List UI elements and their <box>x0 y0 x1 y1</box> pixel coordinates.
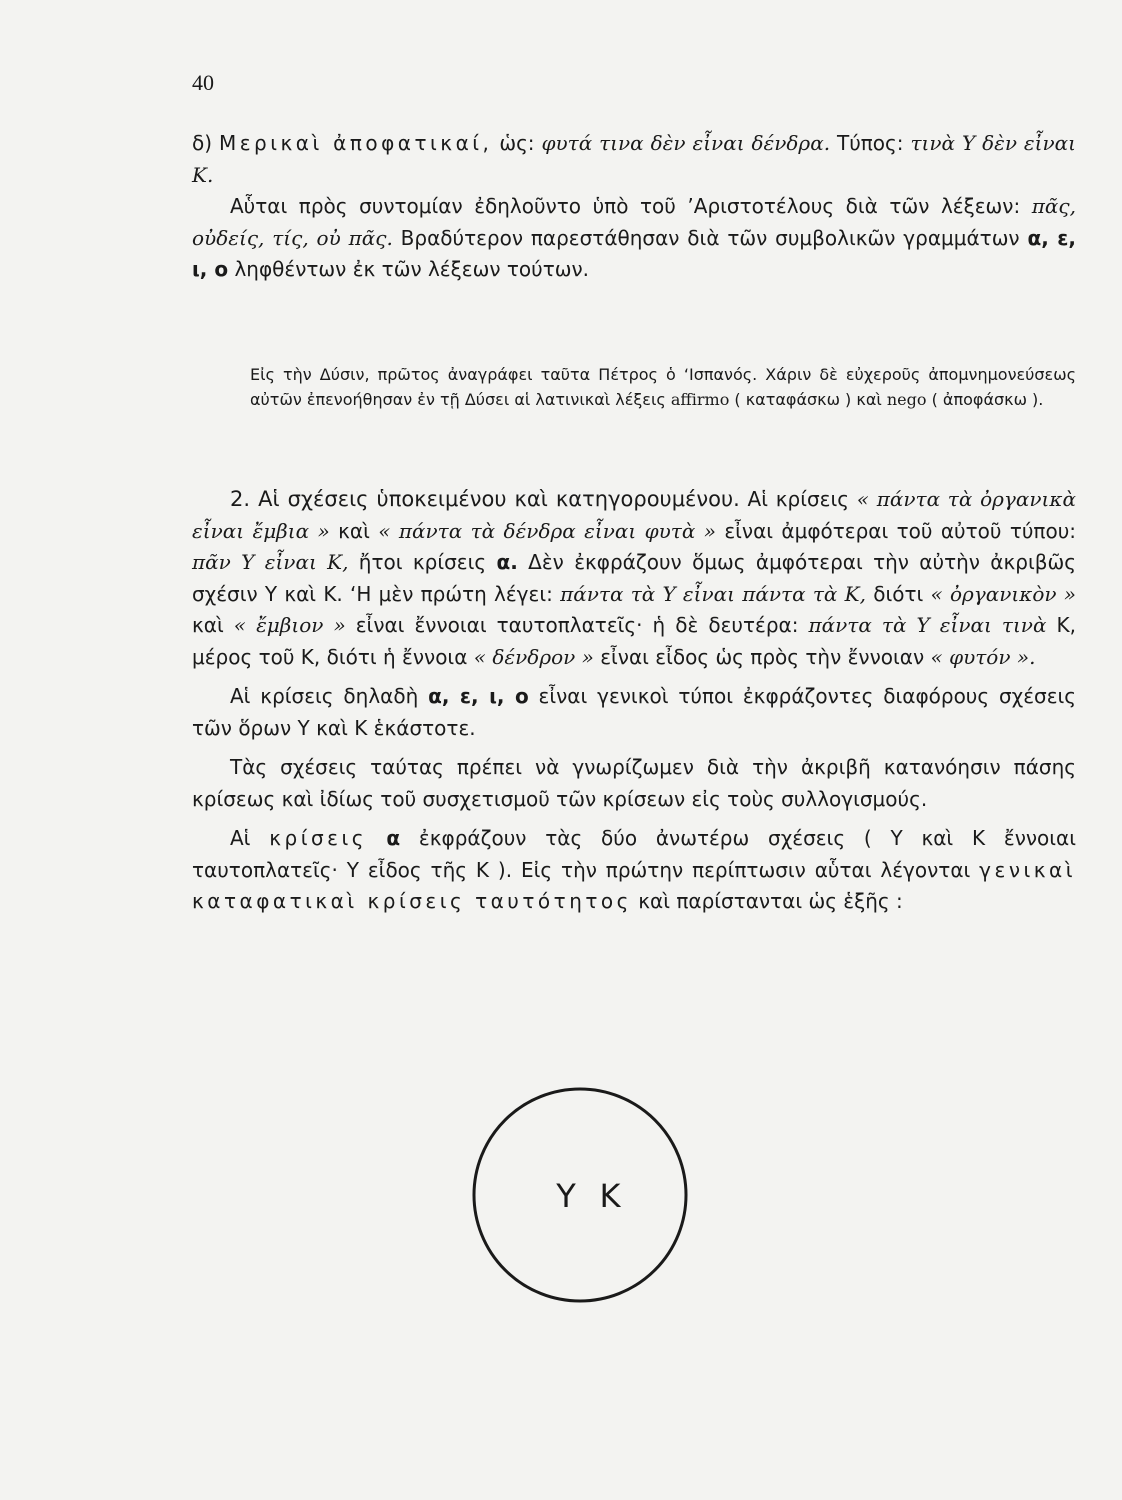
diagram-label-y: Υ <box>556 1177 576 1215</box>
term-partial-negative: Μερικαὶ ἀποφατικαί, <box>218 131 493 155</box>
section-heading: 2. Αἱ σχέσεις ὑποκειμένου καὶ κατηγορουμένου. <box>230 487 740 511</box>
text-run: Τύπος: <box>830 131 911 155</box>
text-run: Αἱ κρίσεις <box>739 487 857 511</box>
text-run: ( ἀποφάσκω ). <box>926 390 1044 409</box>
formula-italic: πάντα τὰ Υ εἶναι τινὰ <box>808 613 1047 637</box>
spaced-term: κρίσεις <box>269 826 367 850</box>
text-run: ( καταφάσκω ) καὶ <box>729 390 887 409</box>
formula-italic: πᾶν Υ εἶναι Κ, <box>192 550 349 574</box>
formula-italic: πάντα τὰ Υ εἶναι πάντα τὰ Κ, <box>560 581 866 606</box>
spaced-term: γενικαὶ καταφατικαὶ κρίσεις ταυτότητος <box>192 857 1076 913</box>
text-run: Αὗται πρὸς συντομίαν ἐδηλοῦντο ὑπὸ τοῦ ’Αριστοτέλους διὰ τῶν λέξεων: <box>230 194 1032 218</box>
symbol-alpha: α. <box>496 550 518 574</box>
identity-circle <box>474 1089 686 1301</box>
text-run: Βραδύτερον παρεστάθησαν διὰ τῶν συμβολικῶν γραμμάτων <box>392 225 1028 250</box>
euler-diagram <box>470 1085 690 1305</box>
symbol-letters: α, ε, ι, ο <box>428 684 529 708</box>
text-run: εἶναι ἔννοιαι ταυτοπλατεῖς· ἡ δὲ δευτέρα: <box>345 613 809 637</box>
text-run: καὶ παρίστανται ὡς ἑξῆς : <box>631 889 903 913</box>
latin-nego: nego <box>886 390 927 409</box>
text-run: Αἱ κρίσεις δηλαδὴ <box>230 684 429 708</box>
paragraph-alpha-judgments <box>192 823 1076 918</box>
paragraph-general-types <box>192 681 1076 744</box>
text-run: καὶ <box>329 518 379 543</box>
section-2-paragraph <box>192 484 1076 673</box>
paragraph-partial-negative <box>192 128 1076 191</box>
latin-words-italic: πᾶς, οὐδείς, τίς, οὐ πᾶς. <box>192 194 1076 250</box>
text-run: εἶναι γενικοὶ τύποι ἐκφράζοντες διαφόρους σχέσεις τῶν ὅρων Υ καὶ Κ ἑκάστοτε. <box>192 684 1077 740</box>
text-run: Εἰς τὴν Δύσιν, πρῶτος ἀναγράφει ταῦτα Πέτρος ὁ ‘Ισπανός. Χάριν δὲ εὐχεροῦς ἀπομνημονεύσεως αὐτῶν ἐπενοήθησαν ἐν τῇ Δύσει αἱ λατινικαὶ λέξεις <box>250 365 1076 409</box>
text-run: εἶναι ἀμφότεραι τοῦ αὐτοῦ τύπου: <box>715 518 1077 543</box>
item-label: δ) <box>192 131 219 155</box>
text-run: Τὰς σχέσεις ταύτας πρέπει νὰ γνωρίζωμεν διὰ τὴν ἀκριβῆ κατανόησιν πάσης κρίσεως καὶ ἰδίως τοῦ συσχετισμοῦ τῶν κρίσεων εἰς τοὺς συλλογισμούς. <box>192 755 1076 811</box>
text-run: ἐκφράζουν τὰς δύο ἀνωτέρω σχέσεις ( Υ καὶ Κ ἔννοιαι ταυτοπλατεῖς· Υ εἶδος τῆς Κ ). Εἰς τὴν πρώτην περίπτωσιν αὗται λέγονται <box>192 826 1076 882</box>
quote-italic: « πάντα τὰ δένδρα εἶναι φυτὰ » <box>378 518 716 543</box>
footnote <box>250 362 1076 412</box>
page-number: 40 <box>192 70 214 95</box>
latin-affirmo: affirmo <box>670 390 730 409</box>
formula-italic: τινὰ Υ δὲν εἶναι Κ. <box>192 131 1076 187</box>
symbol-letters: α, ε, ι, ο <box>192 225 1076 281</box>
diagram-label-k: Κ <box>599 1177 621 1215</box>
main-text <box>192 128 1076 286</box>
text-run: διότι <box>865 581 931 606</box>
quote-italic: « φυτόν ». <box>930 644 1036 669</box>
text-run: εἶναι εἶδος ὡς πρὸς τὴν ἔννοιαν <box>593 644 931 669</box>
text-run: Δὲν ἐκφράζουν ὅμως ἀμφότεραι τὴν αὐτὴν ἀκριβῶς σχέσιν Υ καὶ Κ. ‘Η μὲν πρώτη λέγει: <box>192 550 1076 606</box>
quote-italic: « ἔμβιον » <box>233 613 346 637</box>
text-run: ὡς: <box>492 131 542 155</box>
text-run: ληφθέντων ἐκ τῶν λέξεων τούτων. <box>228 257 590 281</box>
symbol-alpha: α <box>367 826 401 850</box>
text-run: Αἱ <box>230 826 270 850</box>
quote-italic: « πάντα τὰ ὀργανικὰ εἶναι ἔμβια » <box>192 487 1076 543</box>
paragraph-symbols <box>192 191 1076 286</box>
quote-italic: « ὀργανικὸν » <box>930 581 1077 606</box>
example-italic: φυτά τινα δὲν εἶναι δένδρα. <box>541 131 831 155</box>
text-run: Κ, μέρος τοῦ Κ, διότι ἡ ἔννοια <box>192 613 1076 669</box>
section-2 <box>192 484 1076 918</box>
note-paragraph <box>250 362 1076 412</box>
quote-italic: « δένδρον » <box>473 644 594 669</box>
text-run: καὶ <box>192 613 234 637</box>
paragraph-relations <box>192 752 1076 815</box>
text-run: ἤτοι κρίσεις <box>348 550 497 574</box>
